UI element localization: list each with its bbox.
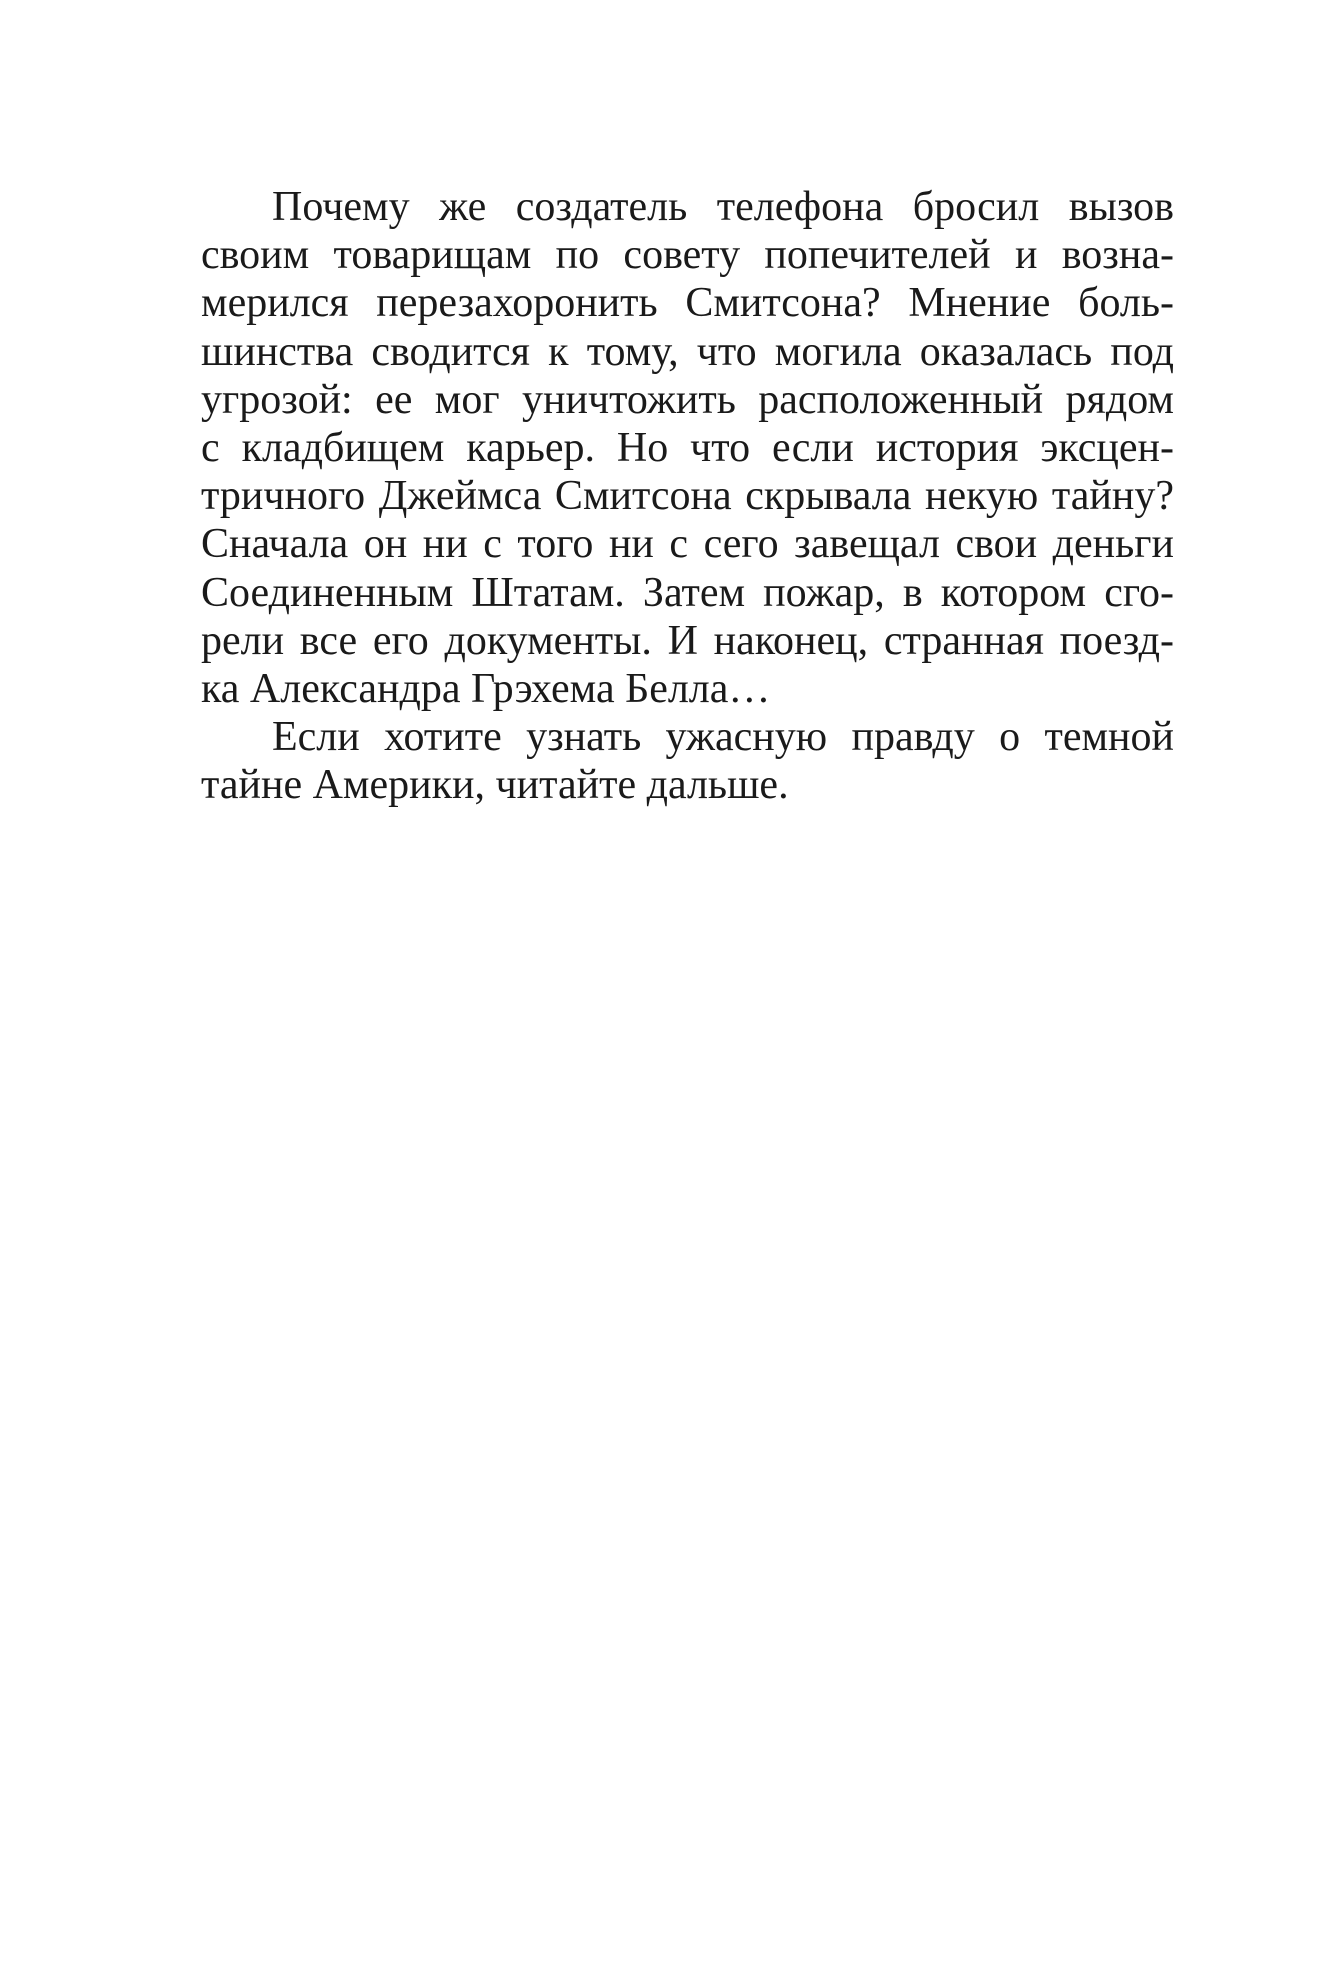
text-line: Сначала он ни с того ни с сего завещал свои деньги [201, 521, 1174, 568]
text-line: своим товарищам по совету попечителей и возна- [201, 232, 1174, 279]
text-line: тричного Джеймса Смитсона скрывала некую тайну? [201, 473, 1174, 520]
text-line: тайне Америки, читайте дальше. [201, 762, 789, 809]
paragraph-1 [201, 183, 1174, 713]
text-line: Если хотите узнать ужасную правду о темной [272, 714, 1174, 761]
body-text [201, 183, 1174, 809]
text-line: шинства сводится к тому, что могила оказалась под [201, 328, 1174, 375]
text-line: ка Александра Грэхема Белла… [201, 665, 771, 712]
text-line: угрозой: ее мог уничтожить расположенный рядом [201, 376, 1174, 423]
text-line: мерился перезахоронить Смитсона? Мнение боль- [201, 280, 1174, 327]
text-line: с кладбищем карьер. Но что если история эксцен- [201, 424, 1174, 471]
paragraph-2 [201, 713, 1174, 809]
text-line: Почему же создатель телефона бросил вызов [272, 184, 1174, 230]
text-line: Соединенным Штатам. Затем пожар, в котором сго- [201, 569, 1174, 616]
text-line: рели все его документы. И наконец, странная поезд- [201, 617, 1174, 664]
